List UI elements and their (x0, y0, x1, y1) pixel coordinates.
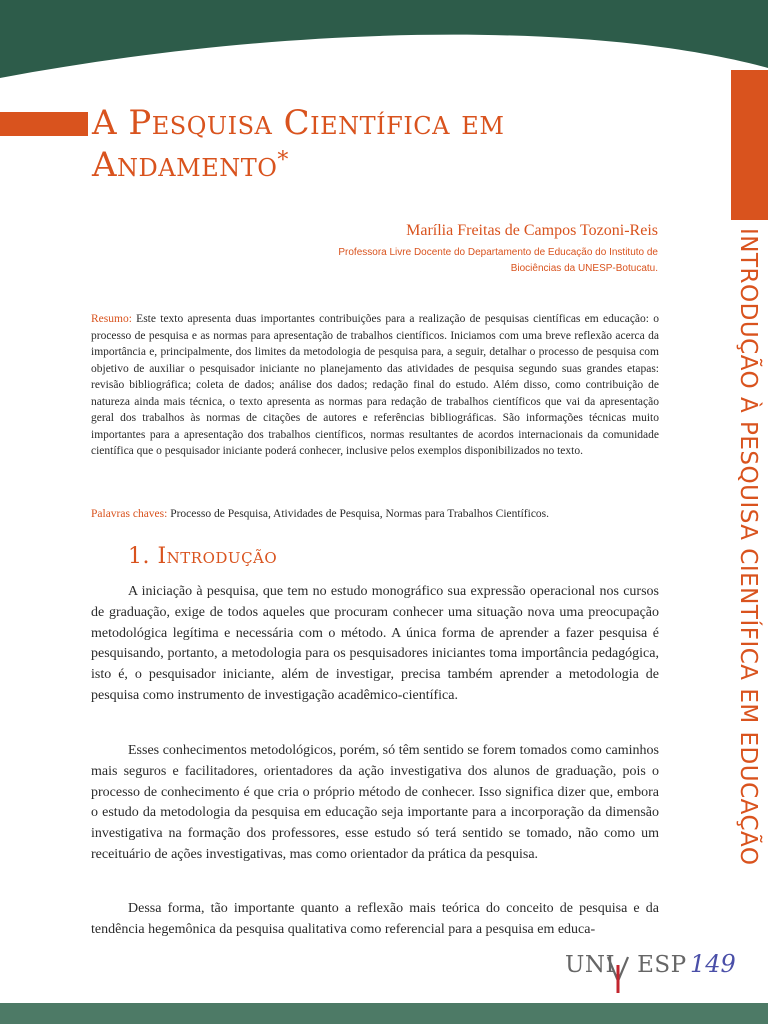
title-line-1: A Pesquisa Científica em (92, 103, 505, 143)
title-footnote-mark: * (277, 148, 289, 173)
side-accent-strip (731, 70, 768, 220)
keywords (91, 506, 659, 522)
title-line-2: Andamento (92, 145, 278, 185)
author-name: Marília Freitas de Campos Tozoni-Reis (406, 222, 658, 239)
abstract-label: Resumo: (91, 313, 132, 325)
page-number: 149 (690, 950, 736, 978)
footer-band (0, 1003, 768, 1024)
logo-text-left: UNI (565, 952, 616, 978)
logo-text-right: ESP (637, 952, 687, 978)
abstract (91, 311, 659, 460)
header-band (0, 0, 768, 80)
side-running-title: INTRODUÇÃO À PESQUISA CIENTÍFICA EM EDUCAÇÃO (735, 228, 761, 866)
body-paragraph-1: A iniciação à pesquisa, que tem no estudo monográfico sua expressão operacional nos cursos de graduação, exige de todos aqueles que procuram conhecer uma situação nova uma preocupação metodológica legítima e necessária com o método. A única forma de aprender a fazer pesquisa é pesquisando, portanto, a metodologia para os pesquisadores iniciantes toma importância pedagógica, isto é, o pesquisador iniciante, além de investigar, precisa também aprender a metodologia de pesquisa como instrumento de investigação acadêmico-científica. (91, 584, 659, 703)
keywords-text: Processo de Pesquisa, Atividades de Pesquisa, Normas para Trabalhos Científicos. (170, 508, 550, 520)
author-affiliation (330, 245, 658, 277)
affiliation-line-2: Biociências da UNESP-Botucatu. (510, 263, 658, 274)
abstract-text: Este texto apresenta duas importantes contribuições para a realização de pesquisas científicas em educação: o processo de pesquisa e as normas para apresentação de trabalhos científicos. Iniciamos com uma breve reflexão acerca da importância e, principalmente, dos limites da metodologia de pesquisa para, a seguir, detalhar o processo de pesquisa com objetivo de auxiliar o pesquisador iniciante no planejamento das atividades de pesquisa segundo suas grandes etapas: revisão bibliográfica; coleta de dados; análise dos dados; redação final do estudo. Além disso, como contribuição de natureza ainda mais técnica, o texto apresenta as normas para redação de trabalhos científicos que vai da apresentação geral dos trabalhos às normas de citações de autores e referências bibliográficas. São informações técnicas muito importantes para a apresentação dos trabalhos científicos, normas resultantes de acordos internacionais da comunidade científica que o pesquisador iniciante poderá conhecer, inclusive pelos exemplos disponibilizados no texto. (91, 313, 659, 457)
article-title (92, 102, 712, 186)
logo-v-mark (607, 955, 629, 995)
section-title: 1. Introdução (128, 544, 278, 569)
title-accent-bar (0, 112, 88, 136)
body-paragraph-3: Dessa forma, tão importante quanto a reflexão mais teórica do conceito de pesquisa e da tendência hegemônica da pesquisa qualitativa como referencial para a pesquisa em educa- (91, 901, 659, 937)
affiliation-line-1: Professora Livre Docente do Departamento de Educação do Instituto de (338, 247, 658, 258)
keywords-label: Palavras chaves: (91, 508, 168, 520)
body-paragraph-2: Esses conhecimentos metodológicos, porém, só têm sentido se forem tomados como caminhos mais seguros e facilitadores, orientadores da ação investigativa dos alunos de graduação, pois o processo de conhecimento é que cria o próprio método de conhecer. Isso significa dizer que, embora o estudo da metodologia da pesquisa em educação seja importante para a incorporação da dimensão investigativa na formação dos professores, esse estudo só terá sentido se tomado, não como um receituário de ações investigativas, mas como orientador da prática da pesquisa. (91, 743, 659, 862)
